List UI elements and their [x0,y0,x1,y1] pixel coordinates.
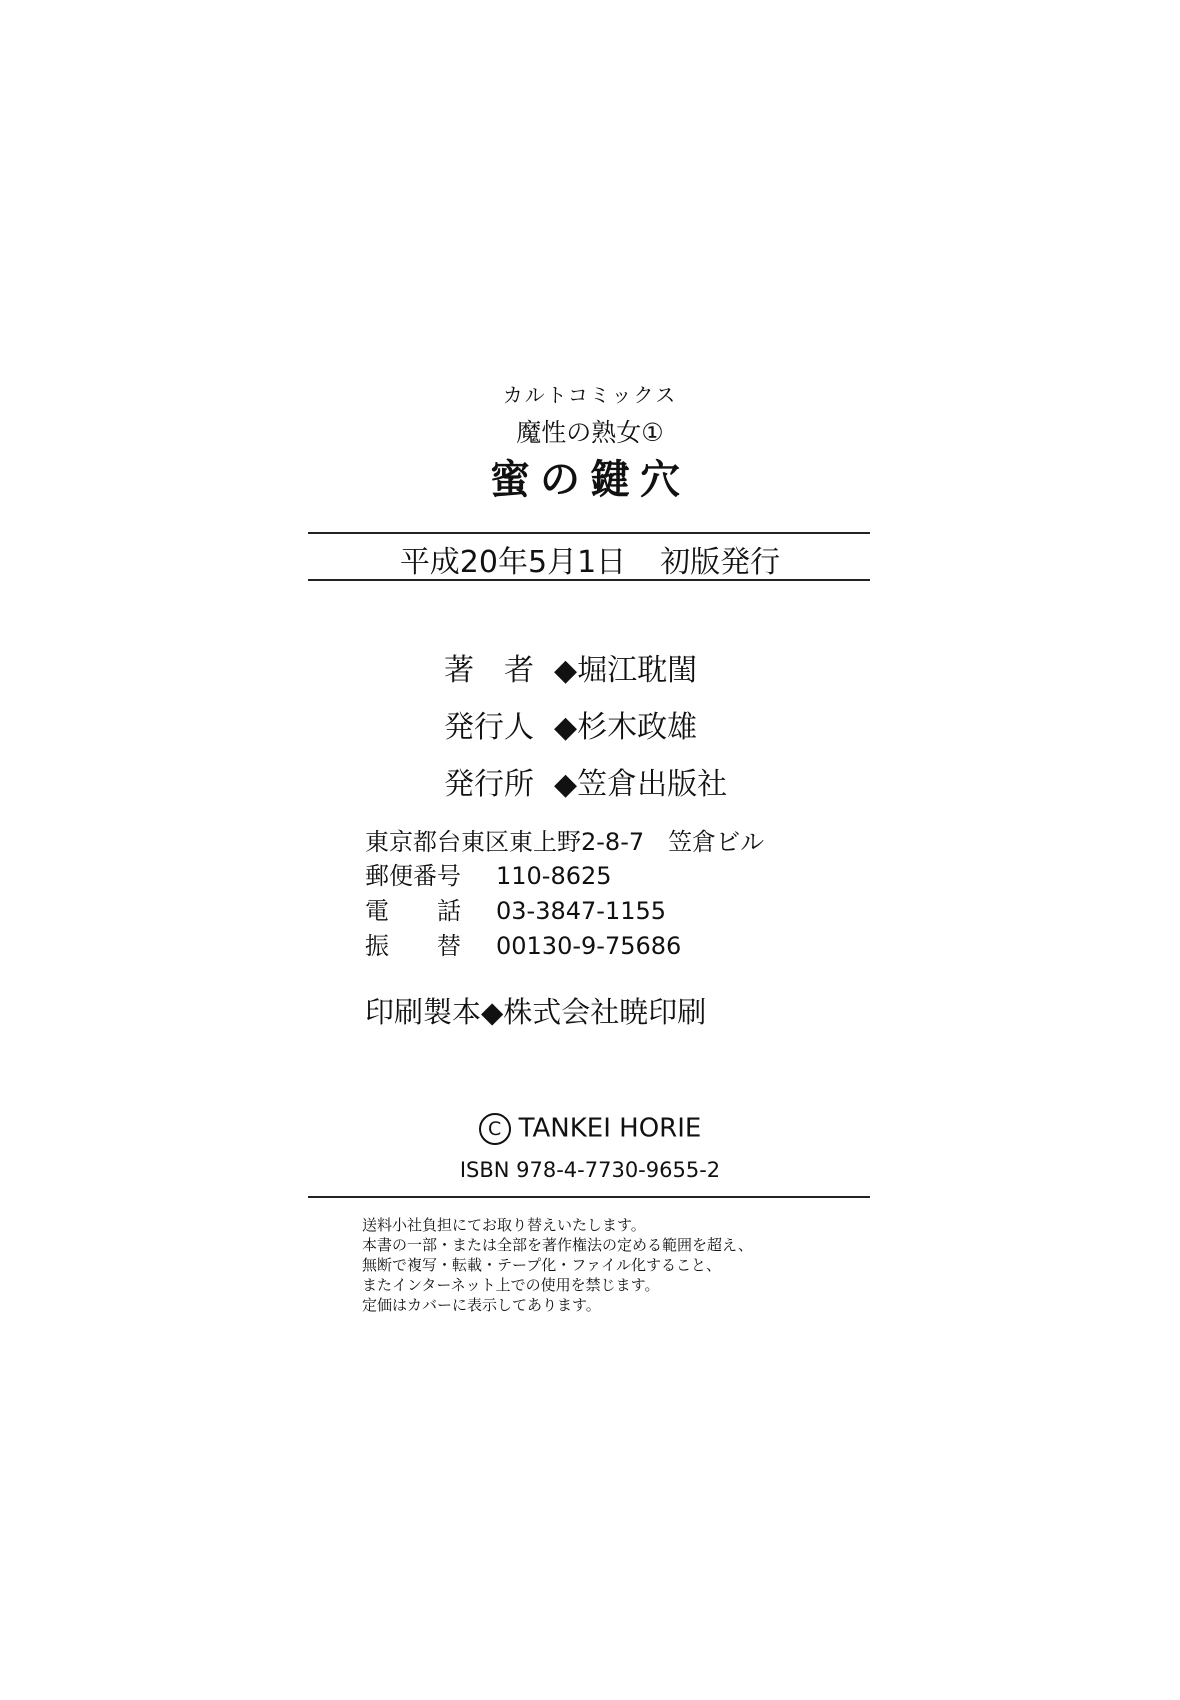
postal-label: 郵便番号 [365,862,461,890]
edition-label: 初版発行 [660,545,781,580]
credit-label: 著 者 [444,653,534,688]
notes-block [362,1215,753,1315]
credit-publisher-person [444,702,697,746]
note-line: またインターネット上での使用を禁じます。 [362,1276,660,1294]
divider-top [308,532,870,534]
postal-code [365,856,612,891]
address-line: 東京都台東区東上野2-8-7 笠倉ビル [365,828,765,856]
transfer-label: 振 替 [365,932,461,960]
credit-value: ◆笠倉出版社 [554,767,728,802]
credit-publisher [444,759,727,803]
credit-label: 発行人 [444,710,534,745]
transfer-account [365,926,681,961]
postal-value: 110-8625 [496,862,612,890]
edition-date: 平成20年5月1日 [399,545,627,580]
copyright-holder: TANKEI HORIE [518,1113,702,1144]
phone-label: 電 話 [365,897,461,925]
book-title: 蜜の鍵穴 [490,457,690,503]
divider-bottom [308,579,870,581]
note-line: 定価はカバーに表示してあります。 [362,1296,601,1314]
credit-author [444,645,697,689]
phone [365,891,666,926]
note-line: 本書の一部・または全部を著作権法の定める範囲を超え、 [362,1236,753,1254]
copyright-icon: C [479,1113,511,1145]
transfer-value: 00130-9-75686 [496,932,682,960]
note-line: 無断で複写・転載・テープ化・ファイル化すること、 [362,1256,721,1274]
printer-line: 印刷製本◆株式会社暁印刷 [365,995,707,1029]
credit-value: ◆杉木政雄 [554,710,698,745]
series-name: カルトコミックス [502,383,678,407]
book-subtitle: 魔性の熟女① [516,418,664,447]
credit-label: 発行所 [444,767,534,802]
note-line: 送料小社負担にてお取り替えいたします。 [362,1216,646,1234]
edition-line [0,537,1180,581]
divider-notes [308,1196,870,1198]
isbn: ISBN 978-4-7730-9655-2 [459,1158,721,1182]
phone-value: 03-3847-1155 [496,897,667,925]
copyright-line [0,1113,1180,1145]
credit-value: ◆堀江耽閨 [554,653,698,688]
